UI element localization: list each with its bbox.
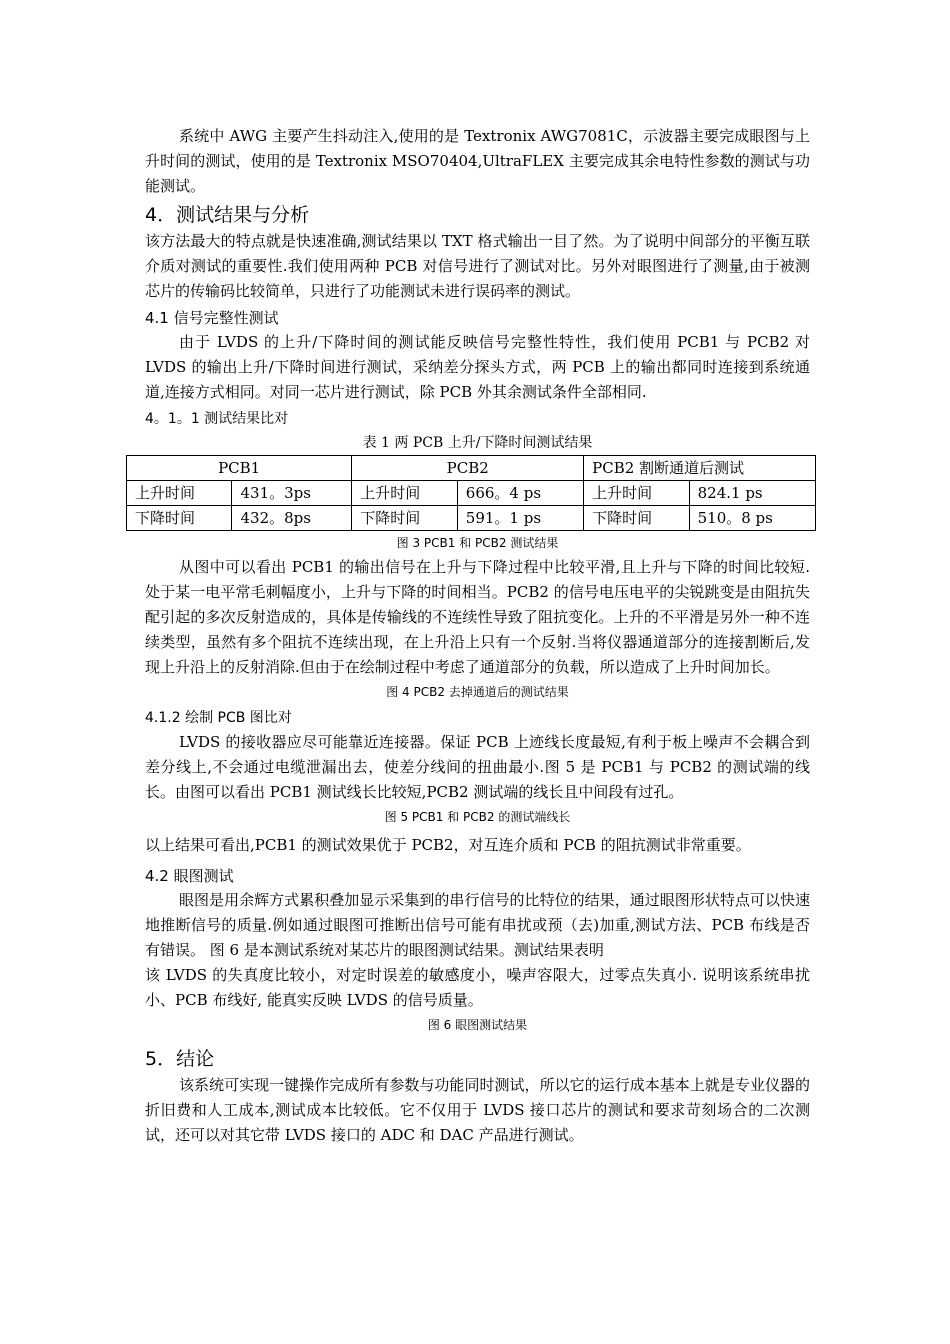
table-row [127,481,816,506]
document-page [135,124,810,1148]
table-header-cell: PCB2 割断通道后测试 [584,456,816,481]
table-cell: 上升时间 [127,481,232,506]
table-cell: 上升时间 [584,481,689,506]
section-4-1-2-heading: 4.1.2 绘制 PCB 图比对 [145,710,292,726]
section-4-1-2-paragraph: LVDS 的接收器应尽可能靠近连接器。保证 PCB 上迹线长度最短,有利于板上噪声不会耦合到差分线上,不会通过电缆泄漏出去，使差分线间的扭曲最小.图 5 是 PCB1 与 PCB2 的测试端的线长。由图可以看出 PCB1 测试线长比较短,PCB2 测试端的线长且中间段有过孔。 [145,733,810,801]
figure-5-caption: 图 5 PCB1 和 PCB2 的测试端线长 [384,810,571,824]
section-5-heading: 5．结论 [145,1048,215,1070]
section-4-paragraph: 该方法最大的特点就是快速准确,测试结果以 TXT 格式输出一目了然。为了说明中间部分的平衡互联介质对测试的重要性.我们使用两种 PCB 对信号进行了测试对比。另外对眼图进行了测量,由于被测芯片的传输码比较简单，只进行了功能测试未进行误码率的测试。 [145,232,810,300]
table-cell: 666。4 ps [457,481,583,506]
section-4-1-paragraph: 由于 LVDS 的上升/下降时间的测试能反映信号完整性特性，我们使用 PCB1 与 PCB2 对 LVDS 的输出上升/下降时间进行测试，采纳差分探头方式，两 PCB 上的输出都同时连接到系统通道,连接方式相同。对同一芯片进行测试，除 PCB 外其余测试条件全部相同. [145,333,810,401]
table-cell: 下降时间 [352,506,457,531]
pcb-conclusion-paragraph: 以上结果可看出,PCB1 的测试效果优于 PCB2，对互连介质和 PCB 的阻抗测试非常重要。 [145,836,751,854]
table-header-cell: PCB1 [127,456,352,481]
section-4-1-1-paragraph: 从图中可以看出 PCB1 的输出信号在上升与下降过程中比较平滑,且上升与下降的时间比较短.处于某一电平常毛刺幅度小，上升与下降的时间相当。PCB2 的信号电压电平的尖锐跳变是由阻抗失配引起的多次反射造成的，具体是传输线的不连续性导致了阻抗变化。上升的不平滑是另外一种不连续类型，虽然有多个阻抗不连续出现，在上升沿上只有一个反射.当将仪器通道部分的连接割断后,发现上升沿上的反射消除.但由于在绘制过程中考虑了通道部分的负载，所以造成了上升时间加长。 [145,558,810,676]
table-1-caption: 表 1 两 PCB 上升/下降时间测试结果 [362,435,593,451]
table-cell: 431。3ps [232,481,352,506]
intro-paragraph: 系统中 AWG 主要产生抖动注入,使用的是 Textronix AWG7081C，示波器主要完成眼图与上升时间的测试，使用的是 Textronix MSO70404,UltraFLEX 主要完成其余电特性参数的测试与功能测试。 [145,127,810,195]
section-4-1-1-heading: 4。1。1 测试结果比对 [145,411,289,427]
eye-diagram-result-paragraph: 该 LVDS 的失真度比较小，对定时误差的敏感度小，噪声容限大，过零点失真小. 说明该系统串扰小、PCB 布线好, 能真实反映 LVDS 的信号质量。 [145,966,810,1009]
table-cell: 上升时间 [352,481,457,506]
results-table [126,455,816,531]
table-cell: 591。1 ps [457,506,583,531]
eye-diagram-paragraph: 眼图是用余辉方式累积叠加显示采集到的串行信号的比特位的结果，通过眼图形状特点可以快速地推断信号的质量.例如通过眼图可推断出信号可能有串扰或预（去)加重,测试方法、PCB 布线是否有错误。 图 6 是本测试系统对某芯片的眼图测试结果。测试结果表明 [145,891,810,959]
table-header-row [127,456,816,481]
section-5-paragraph: 该系统可实现一键操作完成所有参数与功能同时测试，所以它的运行成本基本上就是专业仪器的折旧费和人工成本,测试成本比较低。它不仅用于 LVDS 接口芯片的测试和要求苛刻场合的二次测试，还可以对其它带 LVDS 接口的 ADC 和 DAC 产品进行测试。 [145,1076,810,1144]
table-cell: 824.1 ps [689,481,815,506]
figure-3-caption: 图 3 PCB1 和 PCB2 测试结果 [396,536,559,550]
section-4-heading: 4．测试结果与分析 [145,204,310,226]
table-row [127,506,816,531]
figure-4-caption: 图 4 PCB2 去掉通道后的测试结果 [386,685,569,699]
table-cell: 下降时间 [584,506,689,531]
table-cell: 432。8ps [232,506,352,531]
figure-6-caption: 图 6 眼图测试结果 [427,1018,528,1032]
table-cell: 510。8 ps [689,506,815,531]
section-4-1-heading: 4.1 信号完整性测试 [145,309,279,327]
table-cell: 下降时间 [127,506,232,531]
section-4-2-heading: 4.2 眼图测试 [145,867,234,885]
table-header-cell: PCB2 [352,456,584,481]
